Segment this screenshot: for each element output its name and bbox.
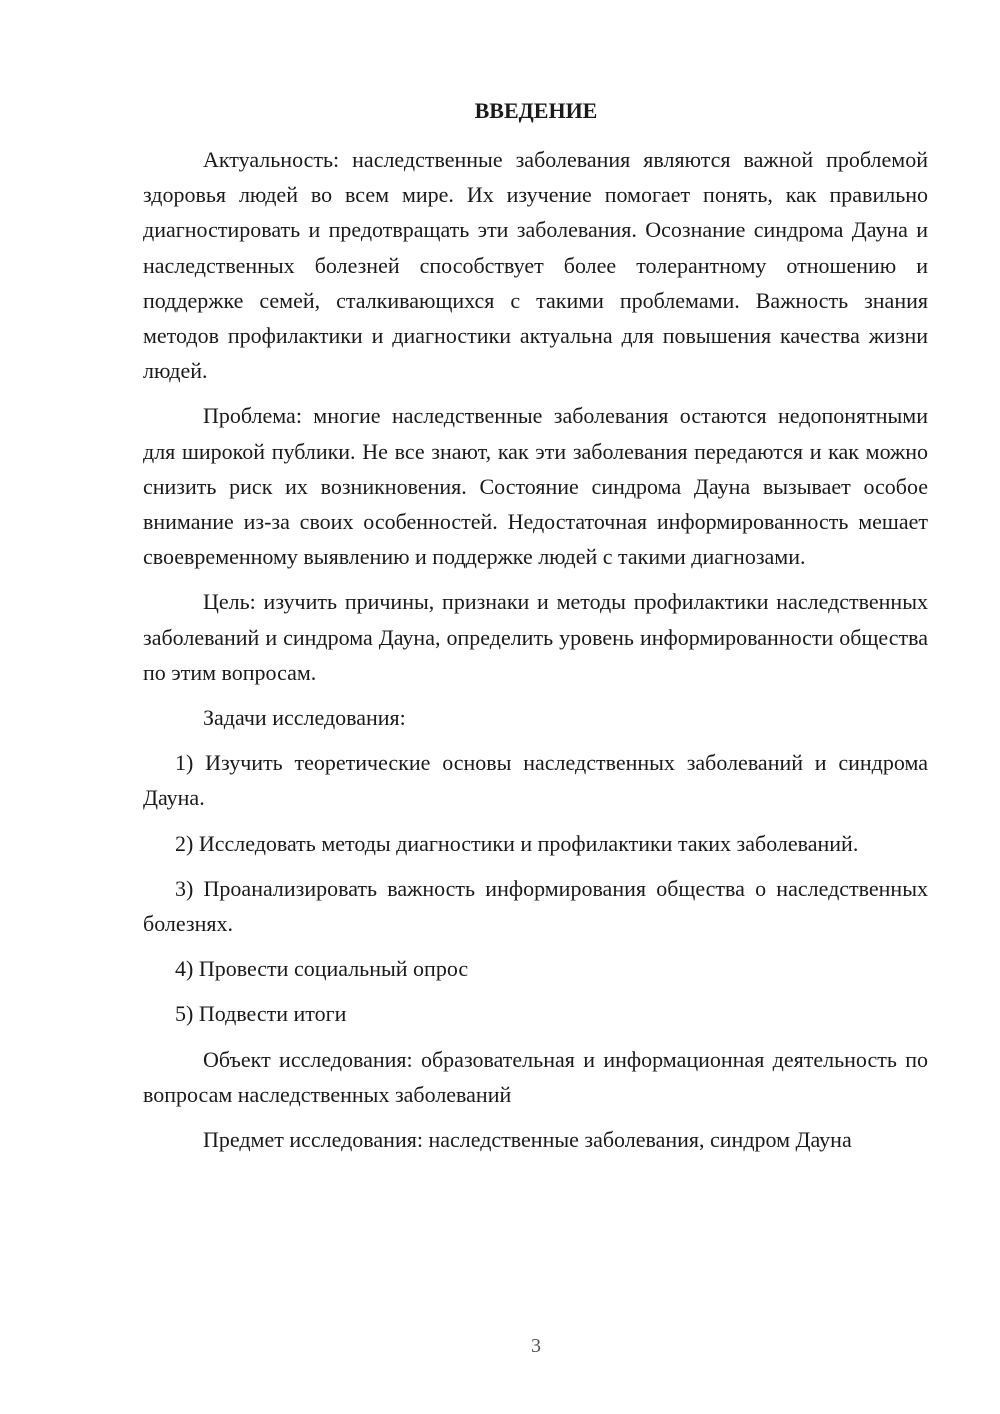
tasks-heading: Задачи исследования: (203, 705, 406, 731)
task-item: 4) Провести социальный опрос (175, 956, 469, 982)
section-title: ВВЕДЕНИЕ (474, 98, 598, 123)
research-object-paragraph: Объект исследования: образовательная и информационная деятельность по вопросам наследственных заболеваний (143, 1046, 928, 1107)
task-item: 5) Подвести итоги (175, 1001, 347, 1027)
goal-paragraph: Цель: изучить причины, признаки и методы профилактики наследственных заболеваний и синдрома Дауна, определить уровень информированности общества по этим вопросам. (143, 589, 928, 685)
relevance-paragraph: Актуальность: наследственные заболевания являются важной проблемой здоровья людей во всем мире. Их изучение помогает понять, как правильно диагностировать и предотвращать эти заболевания. Осознание синдрома Дауна и наследственных болезней способствует более толерантному отношению и поддержке семей, сталкивающихся с такими проблемами. Важность знания методов профилактики и диагностики актуальна для повышения качества жизни людей. (143, 147, 928, 384)
problem-paragraph: Проблема: многие наследственные заболевания остаются недопонятными для широкой публики. Не все знают, как эти заболевания передаются и как можно снизить риск их возникновения. Состояние синдрома Дауна вызывает особое внимание из-за своих особенностей. Недостаточная информированность мешает своевременному выявлению и поддержке людей с такими диагнозами. (143, 403, 928, 570)
task-item: 3) Проанализировать важность информирования общества о наследственных болезнях. (143, 875, 928, 937)
research-subject-paragraph: Предмет исследования: наследственные заболевания, синдром Дауна (203, 1127, 852, 1153)
document-body (143, 142, 928, 1167)
task-item: 2) Исследовать методы диагностики и профилактики таких заболеваний. (175, 830, 859, 856)
page-number: 3 (531, 1335, 541, 1357)
task-item: 1) Изучить теоретические основы наследственных заболеваний и синдрома Дауна. (143, 750, 928, 811)
